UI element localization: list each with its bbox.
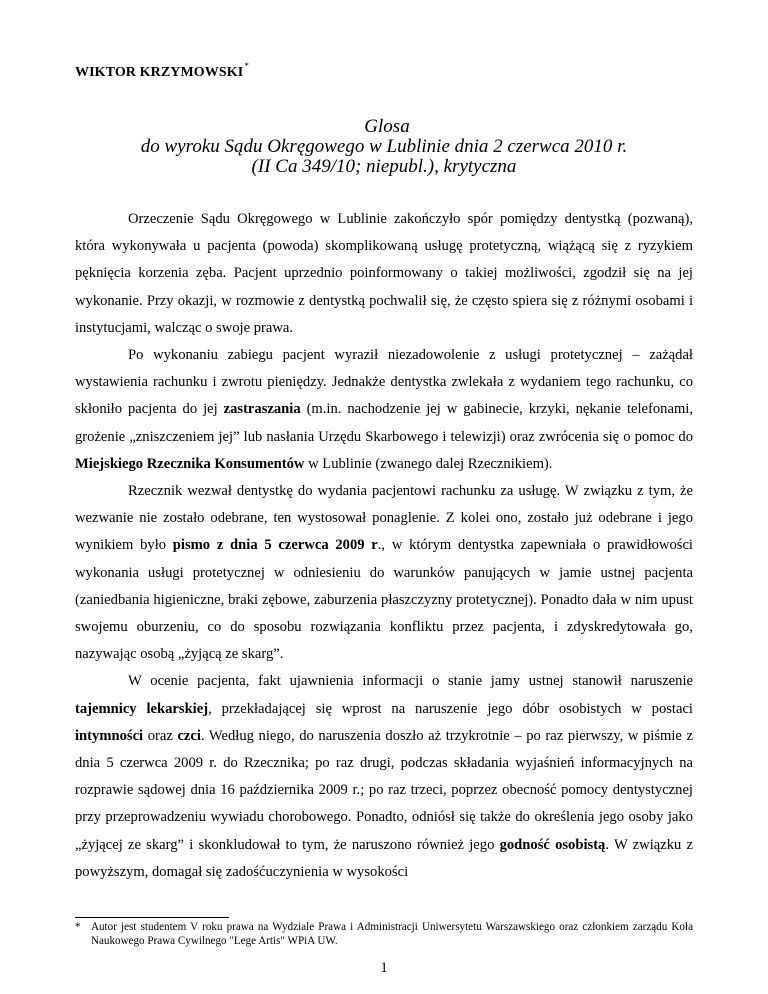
paragraph-1 bbox=[75, 206, 693, 342]
author-footnote-ref: * bbox=[244, 61, 249, 71]
paragraph-4-text: . Według niego, do naruszenia doszło aż trzykrotnie – po raz pierwszy, w piśmie z dnia 5 czerwca 2009 r. do Rzecznika; po raz drugi, podczas składania wyjaśnień informacyjnych na rozprawie sądowej dnia 16 października 2009 r.; po raz trzeci, poprzez obecność pomocy dentystycznej przy przeprowadzeniu wywiadu chorobowego. Ponadto, odniósł się także do określenia jego osoby jako „żyjącej ze skarg” i skonkludował to tym, że naruszono również jego bbox=[75, 727, 693, 853]
document-title bbox=[75, 117, 693, 177]
author-name bbox=[75, 61, 249, 81]
paragraph-4-text: , przekładającej się wprost na naruszenie jego dóbr osobistych w postaci bbox=[208, 700, 693, 717]
body-text bbox=[75, 206, 693, 886]
paragraph-3-text: ., w którym dentystka zapewniała o prawidłowości wykonania usługi protetycznej w odniesieniu do warunków panujących w jamie ustnej pacjenta (zaniedbania higieniczne, braki zębowe, zaburzenia płaszczyzny protetycznej). Ponadto dała w nim upust swojemu oburzeniu, co do sposobu rozwiązania konfliktu przez pacjenta, i zdyskredytowała go, nazywając osobą „żyjącą ze skarg”. bbox=[75, 537, 693, 663]
page-number: 1 bbox=[380, 960, 388, 976]
author-name-text: WIKTOR KRZYMOWSKI bbox=[75, 65, 244, 80]
paragraph-3-text: Rzecznik wezwał dentystkę do wydania pacjentowi rachunku za usługę. W związku z tym, że wezwanie nie zostało odebrane, ten wystosował ponaglenie. Z kolei ono, zostało już odebrane i jego wynikiem było bbox=[75, 483, 693, 554]
paragraph-4 bbox=[75, 668, 693, 886]
bold-term-rzecznik: Miejskiego Rzecznika Konsumentów bbox=[75, 455, 305, 472]
bold-term-intymnosc: intymności bbox=[75, 727, 144, 744]
paragraph-4-text: W ocenie pacjenta, fakt ujawnienia informacji o stanie jamy ustnej stanowił naruszenie bbox=[128, 673, 693, 690]
paragraph-2 bbox=[75, 342, 693, 478]
bold-term-godnosc: godność osobistą bbox=[499, 836, 606, 853]
bold-term-pismo: pismo z dnia 5 czerwca 2009 r bbox=[172, 537, 378, 554]
paragraph-4-text: . W związku z powyższym, domagał się zadośćuczynienia w wysokości bbox=[75, 836, 693, 880]
paragraph-1-text: Orzeczenie Sądu Okręgowego w Lublinie zakończyło spór pomiędzy dentystką (pozwaną), która wykonywała u pacjenta (powoda) skomplikowaną usługę protetyczną, wiążącą się z ryzykiem pęknięcia korzenia zęba. Pacjent uprzednio poinformowany o takiej możliwości, zgodził się na jej wykonanie. Przy okazji, w rozmowie z dentystką pochwalił się, że często spiera się z różnymi osobami i instytucjami, walcząc o swoje prawa. bbox=[75, 211, 693, 336]
footnote-divider bbox=[75, 917, 229, 918]
paragraph-3 bbox=[75, 478, 693, 668]
footnote-text: Autor jest studentem V roku prawa na Wydziale Prawa i Administracji Uniwersytetu Warszawskiego oraz członkiem zarządu Koła Naukowego Prawa Cywilnego "Lege Artis" WPiA UW. bbox=[91, 921, 693, 947]
paragraph-2-text: (m.in. nachodzenie jej w gabinecie, krzyki, nękanie telefonami, grożenie „zniszczeniem jej” lub nasłania Urzędu Skarbowego i telewizji) oraz zwrócenia się o pomoc do bbox=[75, 401, 694, 445]
title-line-3: (II Ca 349/10; niepubl.), krytyczna bbox=[251, 156, 517, 177]
footnote bbox=[75, 921, 693, 948]
title-line-1: Glosa bbox=[364, 116, 410, 137]
footnote-mark: * bbox=[75, 921, 81, 933]
paragraph-4-text: oraz bbox=[143, 727, 178, 744]
bold-term-tajemnica: tajemnicy lekarskiej bbox=[75, 700, 209, 717]
title-line-2: do wyroku Sądu Okręgowego w Lublinie dnia 2 czerwca 2010 r. bbox=[140, 136, 628, 157]
paragraph-2-text: w Lublinie (zwanego dalej Rzecznikiem). bbox=[304, 455, 553, 472]
bold-term-czesc: czci bbox=[177, 727, 201, 744]
bold-term-zastraszania: zastraszania bbox=[223, 401, 301, 418]
paragraph-2-text: Po wykonaniu zabiegu pacjent wyraził niezadowolenie z usługi protetycznej – zażądał wystawienia rachunku i zwrotu pieniędzy. Jednakże dentystka zwlekała z wydaniem tego rachunku, co skłoniło pacjenta do jej bbox=[75, 347, 693, 418]
